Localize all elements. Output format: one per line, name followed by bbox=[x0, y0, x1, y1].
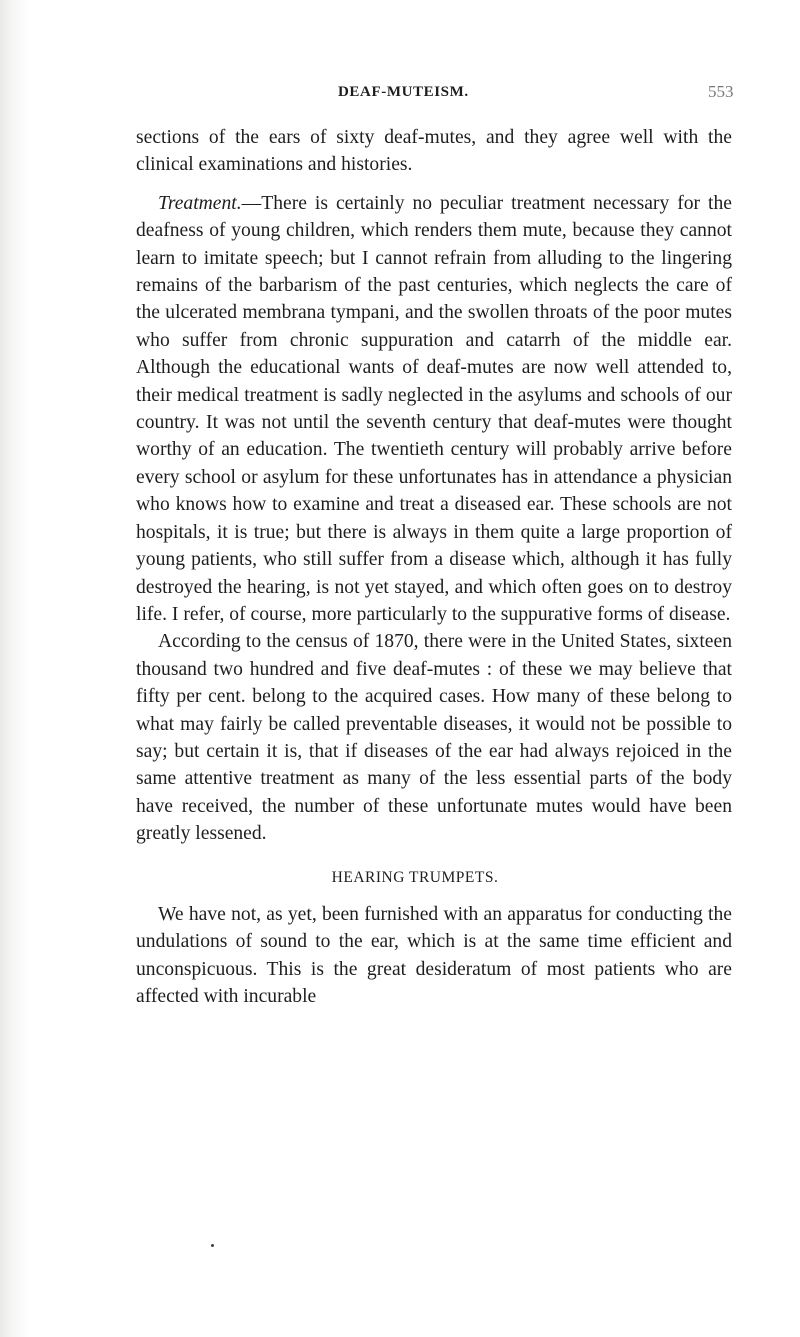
section-heading: HEARING TRUMPETS. bbox=[331, 868, 499, 886]
running-head: DEAF-MUTEISM. bbox=[338, 84, 469, 100]
paragraph-continuation: sections of the ears of sixty deaf-mutes, and they agree well with the clinical examinations and histories. bbox=[136, 127, 732, 176]
treatment-text: —There is certainly no peculiar treatment necessary for the deafness of young children, which renders them mute, because they cannot learn to imitate speech; but I cannot refrain from alluding to the lingering remains of the barbarism of the past centuries, which neglects the care of the ulcerated membrana tympani, and the swollen throats of the poor mutes who suffer from chronic suppuration and catarrh of the middle ear. Although the educational wants of deaf-mutes are now well attended to, their medical treatment is sadly neglected in the asylums and schools of our country. It was not until the seventh century that deaf-mutes were thought worthy of an education. The twentieth century will probably arrive before every school or asylum for these unfortunates has in attendance a physician who knows how to examine and treat a diseased ear. These schools are not hospitals, it is true; but there is always in them quite a large proportion of young patients, who still suffer from a disease which, although it has fully destroyed the hearing, is not yet stayed, and which often goes on to destroy life. I refer, of course, more particularly to the suppurative forms of disease. bbox=[136, 192, 732, 625]
paragraph-hearing-trumpets: We have not, as yet, been furnished with an apparatus for conducting the undulations of sound to the ear, which is at the same time efficient and unconspicuous. This is the great desideratum of most patients who are affected with incurable bbox=[136, 903, 732, 1008]
treatment-lead: Treatment. bbox=[158, 192, 242, 214]
paragraph-census: According to the census of 1870, there were in the United States, sixteen thousand two hundred and five deaf-mutes : of these we may believe that fifty per cent. belong to the acquired cases. How many of these belong to what may fairly be called preventable diseases, it would not be possible to say; but certain it is, that if diseases of the ear had always rejoiced in the same attentive treatment as many of the less essential parts of the body have received, the number of these unfortunate mutes would have been greatly lessened. bbox=[136, 631, 732, 845]
page-header bbox=[0, 84, 800, 108]
paragraph-treatment bbox=[136, 190, 732, 629]
page-number: 553 bbox=[708, 82, 734, 101]
ink-speck bbox=[211, 1244, 214, 1247]
body-text bbox=[136, 124, 732, 1011]
